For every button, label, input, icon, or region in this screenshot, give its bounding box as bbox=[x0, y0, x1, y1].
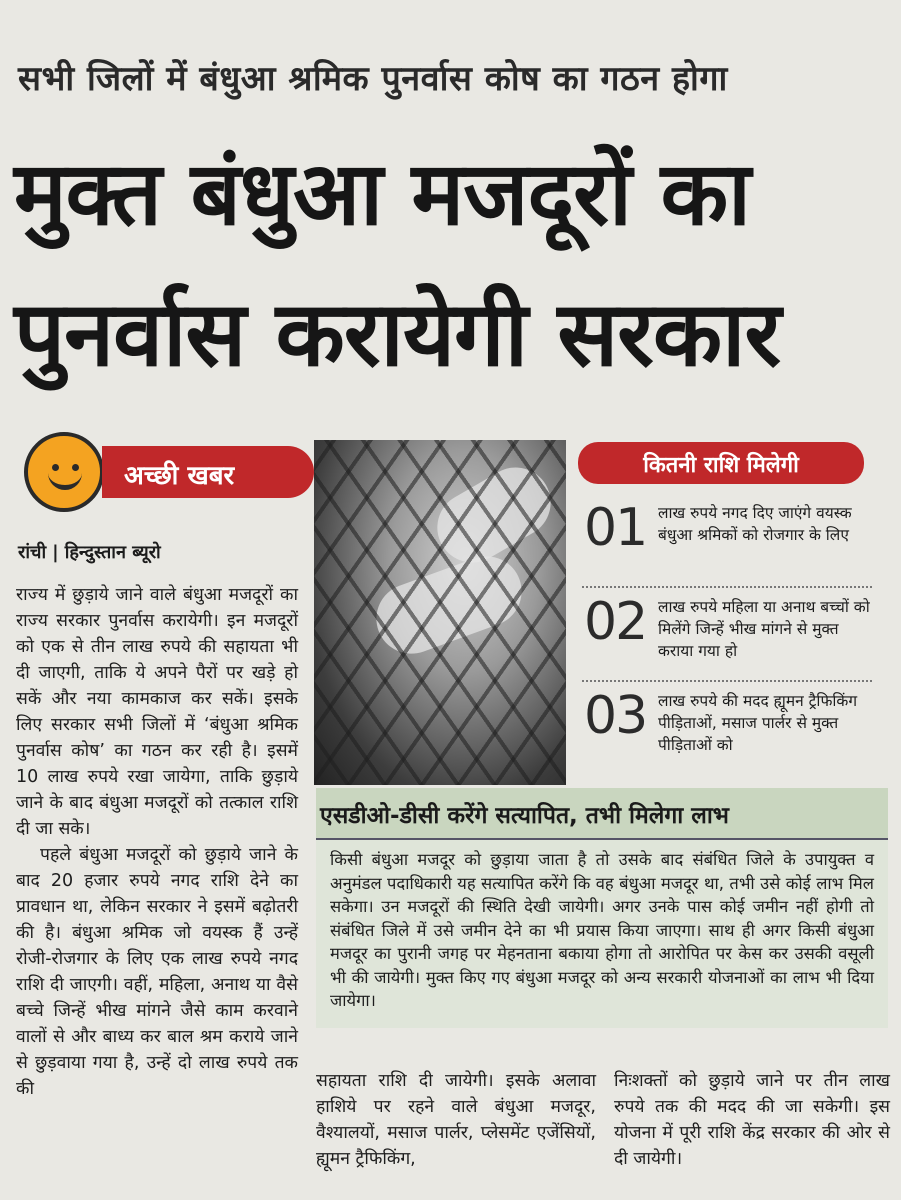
article-paragraph-1: राज्य में छुड़ाये जाने वाले बंधुआ मजदूरों का राज्य सरकार पुनर्वास करायेगी। इन मजदूरों को एक से तीन लाख रुपये की सहायता भी दी जाएगी, ताकि ये अपने पैरों पर खड़े हो सकें और नया कामकाज कर सकें। इसके लिए सरकार सभी जिलों में ‘बंधुआ श्रमिक पुनर्वास कोष’ का गठन कर रही है। इसमें 10 लाख रुपये रखा जायेगा, ताकि छुड़ाये जाने के बाद बंधुआ मजदूरों को तत्काल राशि दी जा सके। bbox=[16, 585, 298, 839]
verification-body: किसी बंधुआ मजदूर को छुड़ाया जाता है तो उसके बाद संबंधित जिले के उपायुक्त व अनुमंडल पदाधिकारी यह सत्यापित करेंगे कि वह बंधुआ मजदूर था, तभी उसे कोई लाभ मिल सकेगा। उन मजदूरों की स्थिति देखी जायेगी। अगर उनके पास कोई जमीन नहीं होगी तो संबंधित जिले में उसे जमीन देने का भी प्रयास किया जाएगा। साथ ही अगर किसी बंधुआ मजदूर का पुरानी जगह पर मेहनताना बकाया होगा तो आरोपित पर केस कर उसकी वसूली भी की जायेगी। मुक्त किए गए बंधुआ मजदूर को अन्य सरकारी योजनाओं का लाभ भी दिया जायेगा। bbox=[316, 838, 888, 1028]
verification-heading: एसडीओ-डीसी करेंगे सत्यापित, तभी मिलेगा लाभ bbox=[320, 803, 729, 829]
amount-number: 02 bbox=[584, 592, 647, 652]
amount-title: कितनी राशि मिलेगी bbox=[578, 442, 864, 484]
divider bbox=[582, 586, 872, 588]
article-paragraph-2: पहले बंधुआ मजदूरों को छुड़ाये जाने के बाद 20 हजार रुपये नगद राशि देने का प्रावधान था, लेकिन सरकार ने इसमें बढ़ोतरी की है। बंधुआ श्रमिक जो वयस्क हैं उन्हें रोजी-रोजगार के लिए एक लाख रुपये नगद राशि दी जाएगी। वहीं, महिला, अनाथ या वैसे बच्चे जिन्हें भीख मांगने जैसे काम करवाने वालों से और बाध्य कर बाल श्रम कराये जाने से छुड़वाया गया है, उन्हें दो लाख रुपये तक की bbox=[16, 845, 298, 1099]
dateline-source: हिन्दुस्तान ब्यूरो bbox=[64, 542, 161, 563]
amount-description: लाख रुपये की मदद ह्यूमन ट्रैफिकिंग पीड़िताओं, मसाज पार्लर से मुक्त पीड़िताओं को bbox=[658, 692, 858, 754]
verification-box bbox=[316, 788, 888, 1028]
dateline-separator: | bbox=[52, 542, 59, 563]
badge-label: अच्छी खबर bbox=[102, 446, 314, 498]
amount-number: 01 bbox=[584, 498, 647, 558]
amount-description: लाख रुपये महिला या अनाथ बच्चों को मिलेंगे जिन्हें भीख मांगने से मुक्त कराया गया हो bbox=[658, 598, 870, 660]
amount-description: लाख रुपये नगद दिए जाएंगे वयस्क बंधुआ श्रमिकों को रोजगार के लिए bbox=[658, 504, 852, 544]
amount-infobox bbox=[578, 440, 878, 785]
amount-number: 03 bbox=[584, 686, 647, 746]
smile-icon bbox=[48, 462, 82, 490]
article-column-3: निःशक्तों को छुड़ाये जाने पर तीन लाख रुपये तक की मदद की जा सकेगी। इस योजना में पूरी राशि केंद्र सरकार की ओर से दी जायेगी। bbox=[614, 1071, 890, 1169]
main-headline-line-2: पुनर्वास करायेगी सरकार bbox=[14, 282, 781, 387]
main-headline-line-1: मुक्त बंधुआ मजदूरों का bbox=[14, 142, 750, 245]
divider bbox=[582, 680, 872, 682]
dateline-place: रांची bbox=[18, 542, 47, 563]
article-column-2: सहायता राशि दी जायेगी। इसके अलावा हाशिये पर रहने वाले बंधुआ मजदूर, वैश्यालयों, मसाज पार्लर, प्लेसमेंट एजेंसियों, ह्यूमन ट्रैफिकिंग, bbox=[316, 1071, 596, 1169]
fence-mesh bbox=[314, 440, 566, 785]
photo-hands-on-fence bbox=[314, 440, 566, 785]
amount-row bbox=[578, 592, 878, 684]
amount-row bbox=[578, 498, 878, 590]
article-column-1 bbox=[16, 582, 298, 1102]
amount-row bbox=[578, 686, 878, 778]
smile-hand-icon bbox=[24, 432, 104, 512]
good-news-badge bbox=[24, 432, 294, 512]
dateline bbox=[18, 540, 161, 564]
kicker-headline: सभी जिलों में बंधुआ श्रमिक पुनर्वास कोष का गठन होगा bbox=[18, 59, 728, 99]
